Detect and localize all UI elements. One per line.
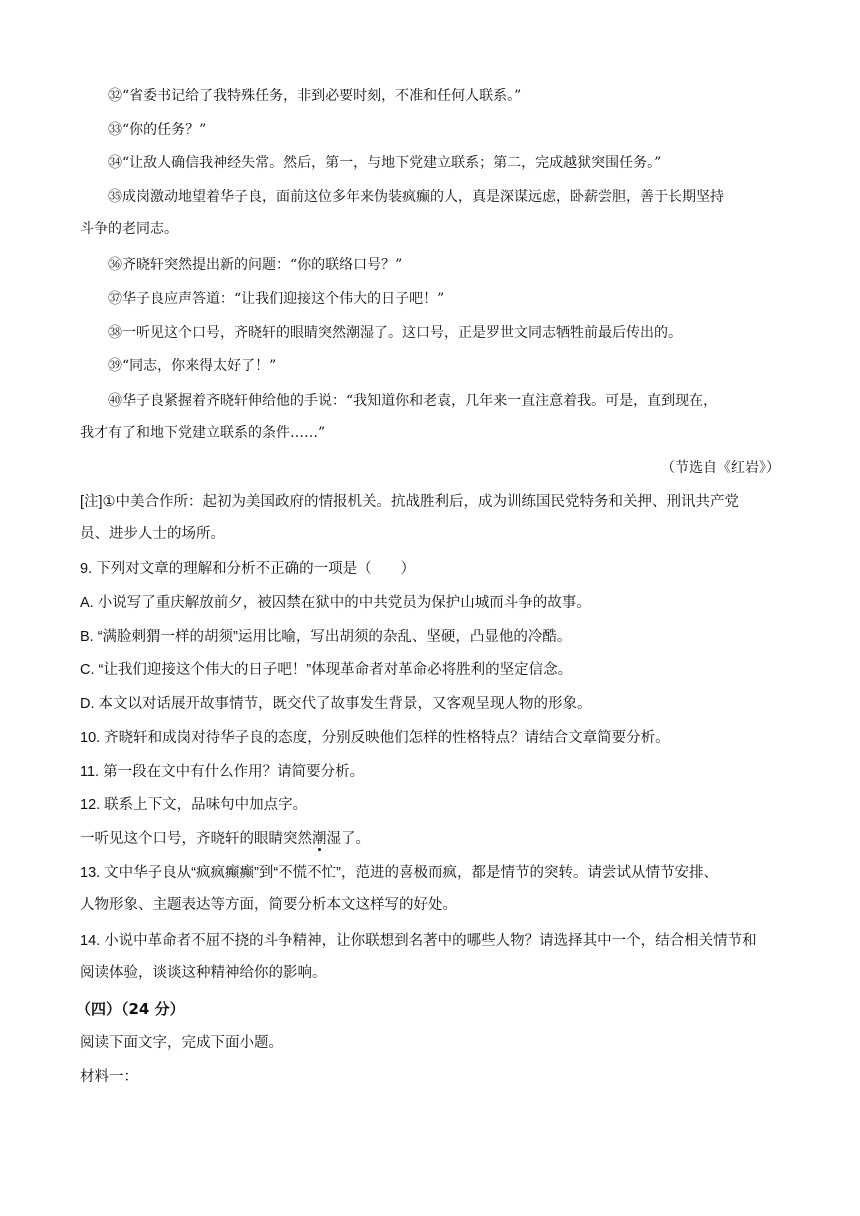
section-heading: （四）（24 分）: [76, 1000, 185, 1018]
question-9-option-b: B. “满脸刺猬一样的胡须”运用比喻，写出胡须的杂乱、坚硬，凸显他的冷酷。: [80, 629, 572, 645]
paragraph-35-line-1: ㉟成岗激动地望着华子良，面前这位多年来伪装疯癫的人，真是深谋远虑，卧薪尝胆，善于长期坚持: [108, 189, 724, 205]
footnote: [80, 486, 780, 550]
paragraph-36: ㊱齐晓轩突然提出新的问题：“你的联络口号？”: [108, 257, 403, 273]
paragraph-37: ㊲华子良应声答道：“让我们迎接这个伟大的日子吧！”: [108, 291, 445, 307]
paragraph-33: ㉝“你的任务？”: [108, 122, 207, 138]
material-label: 材料一：: [80, 1069, 138, 1085]
reading-instruction: 阅读下面文字，完成下面小题。: [80, 1035, 283, 1051]
question-12-sentence: [80, 829, 780, 849]
question-14: [80, 925, 780, 989]
paragraph-35: [80, 181, 780, 245]
paragraph-40-line-1: ㊵华子良紧握着齐晓轩伸给他的手说：“我知道你和老袁，几年来一直注意着我。可是，直到现在，: [108, 393, 718, 409]
question-9-option-d: D. 本文以对话展开故事情节，既交代了故事发生背景，又客观呈现人物的形象。: [80, 696, 592, 712]
paragraph-39: ㊴“同志，你来得太好了！”: [108, 358, 277, 374]
paragraph-40-line-2: 我才有了和地下党建立联系的条件……”: [80, 425, 326, 441]
source-citation: （节选自《红岩》）: [661, 460, 780, 476]
question-11: 11. 第一段在文中有什么作用？请简要分析。: [80, 764, 365, 780]
question-14-line-2: 阅读体验，谈谈这种精神给你的影响。: [80, 965, 327, 981]
paragraph-34: ㉞“让敌人确信我神经失常。然后，第一，与地下党建立联系；第二，完成越狱突围任务。”: [108, 155, 662, 171]
sentence-text-after: 湿了。: [326, 831, 370, 847]
question-13-line-1: 13. 文中华子良从“疯疯癫癫”到“不慌不忙”，范进的喜极而疯，都是情节的突转。请尝试从情节安排、: [80, 865, 718, 881]
question-10: 10. 齐晓轩和成岗对待华子良的态度，分别反映他们怎样的性格特点？请结合文章简要分析。: [80, 730, 670, 746]
question-9: 9. 下列对文章的理解和分析不正确的一项是（ ）: [80, 561, 416, 577]
question-14-line-1: 14. 小说中革命者不屈不挠的斗争精神，让你联想到名著中的哪些人物？请选择其中一个，结合相关情节和: [80, 933, 757, 949]
dotted-character: 潮: [312, 831, 327, 847]
sentence-text-before: 一听见这个口号，齐晓轩的眼睛突然: [80, 831, 312, 847]
question-12: 12. 联系上下文，品味句中加点字。: [80, 797, 308, 813]
paragraph-38: ㊳一听见这个口号，齐晓轩的眼睛突然潮湿了。这口号，正是罗世文同志牺牲前最后传出的。: [108, 325, 682, 341]
paragraph-35-line-2: 斗争的老同志。: [80, 221, 178, 237]
question-13: [80, 857, 780, 921]
footnote-line-2: 员、进步人士的场所。: [80, 526, 225, 542]
paragraph-32: ㉜“省委书记给了我特殊任务，非到必要时刻，不准和任何人联系。”: [108, 88, 522, 104]
question-9-option-c: C. “让我们迎接这个伟大的日子吧！”体现革命者对革命必将胜利的坚定信念。: [80, 662, 573, 678]
paragraph-40: [80, 385, 780, 449]
footnote-line-1: [注]①中美合作所：起初为美国政府的情报机关。抗战胜利后，成为训练国民党特务和关押、刑讯共产党: [80, 494, 740, 510]
question-13-line-2: 人物形象、主题表达等方面，简要分析本文这样写的好处。: [80, 897, 457, 913]
question-9-option-a: A. 小说写了重庆解放前夕，被囚禁在狱中的中共党员为保护山城而斗争的故事。: [80, 595, 591, 611]
